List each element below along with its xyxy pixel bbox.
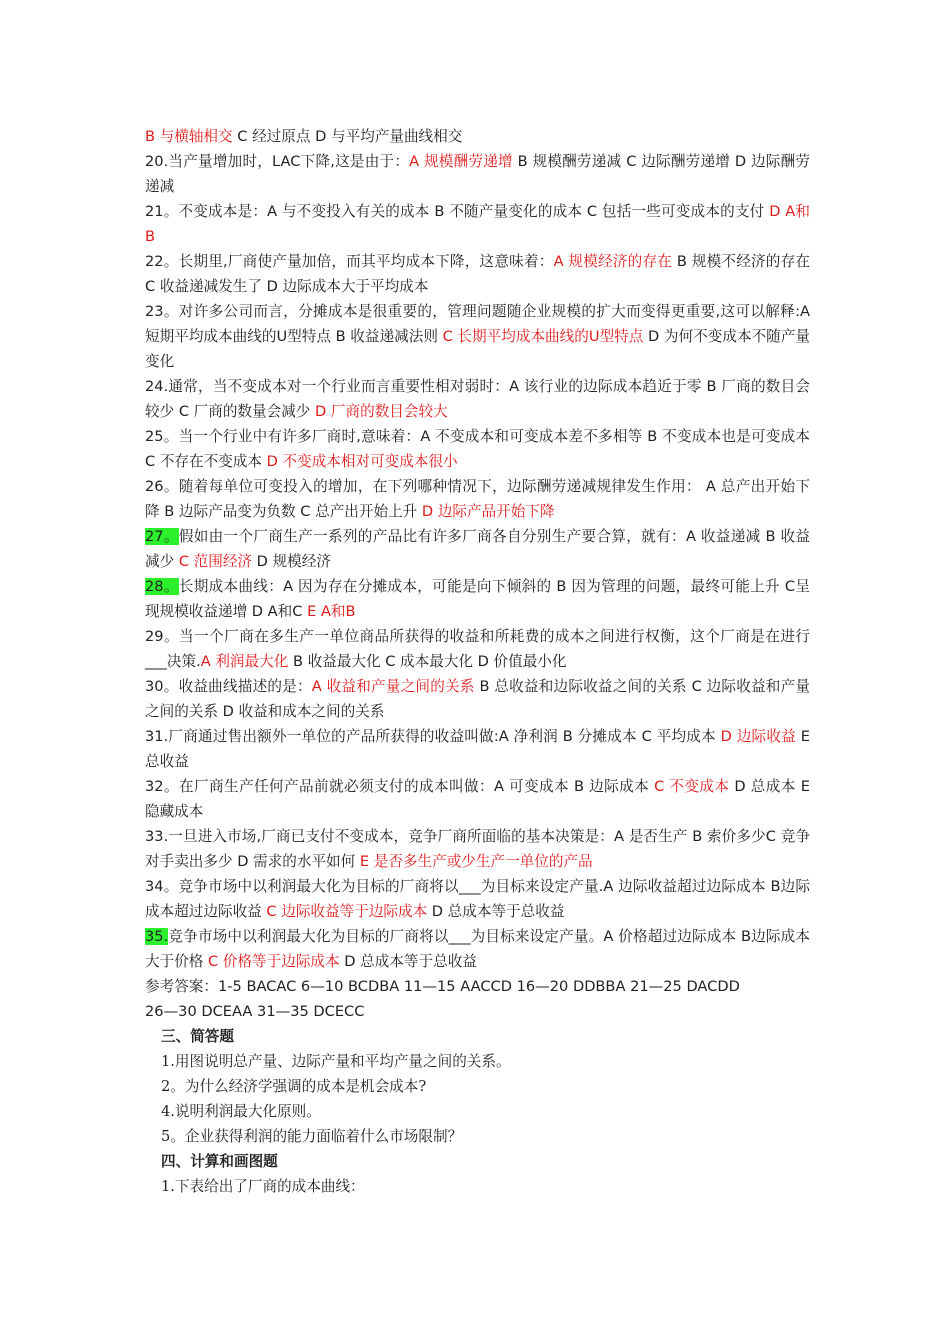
short-answer-item: 2。为什么经济学强调的成本是机会成本? [161,1078,427,1095]
question-number-highlight: 28。 [145,578,179,595]
answer-highlight: C 不变成本 [654,778,730,795]
question-30: 30。收益曲线描述的是：A 收益和产量之间的关系 B 总收益和边际收益之间的关系 C 边际收益和产量之间的关系 D 收益和成本之间的关系 [145,678,811,720]
answer-highlight: D 不变成本相对可变成本很小 [266,453,458,470]
section-title-short-answer: 三、简答题 [161,1028,234,1045]
answer-key-line-2: 26—30 DCEAA 31—35 DCECC [145,1003,365,1020]
question-31: 31.厂商通过售出额外一单位的产品所获得的收益叫做:A 净利润 B 分摊成本 C 平均成本 D 边际收益 E 总收益 [145,728,810,770]
question-35: 35.竞争市场中以利润最大化为目标的厂商将以___为目标来设定产量。A 价格超过边际成本 B边际成本大于价格 C 价格等于边际成本 D 总成本等于总收益 [145,928,810,970]
question-number-highlight: 35. [145,928,169,945]
answer-highlight: C 范围经济 [178,553,253,570]
short-answer-item: 5。企业获得利润的能力面临着什么市场限制？ [161,1128,463,1145]
question-19-tail: B 与横轴相交 C 经过原点 D 与平均产量曲线相交 [145,128,463,145]
answer-highlight: D 厂商的数目会较大 [315,403,448,420]
question-33: 33.一旦进入市场,厂商已支付不变成本，竞争厂商所面临的基本决策是：A 是否生产 B 索价多少C 竞争对手卖出多少 D 需求的水平如何 E 是否多生产或少生产一单位的产品 [145,828,810,870]
answer-highlight: D A和B [145,203,810,245]
question-21: 21。不变成本是：A 与不变投入有关的成本 B 不随产量变化的成本 C 包括一些可变成本的支付 D A和B [145,203,810,245]
question-22: 22。长期里,厂商使产量加倍，而其平均成本下降，这意味着：A 规模经济的存在 B 规模不经济的存在 C 收益递减发生了 D 边际成本大于平均成本 [145,253,811,295]
question-32: 32。在厂商生产任何产品前就必须支付的成本叫做：A 可变成本 B 边际成本 C 不变成本 D 总成本 E 隐藏成本 [145,778,810,820]
answer-highlight: E 是否多生产或少生产一单位的产品 [359,853,593,870]
answer-highlight: C 边际收益等于边际成本 [266,903,428,920]
question-20: 20.当产量增加时，LAC下降,这是由于：A 规模酬劳递增 B 规模酬劳递减 C 边际酬劳递增 D 边际酬劳递减 [145,153,811,195]
question-28: 28。长期成本曲线：A 因为存在分摊成本，可能是向下倾斜的 B 因为管理的问题，最终可能上升 C呈现规模收益递增 D A和C E A和B [145,578,811,620]
answer-highlight: A 规模经济的存在 [553,253,673,270]
question-25: 25。当一个行业中有许多厂商时,意味着：A 不变成本和可变成本差不多相等 B 不变成本也是可变成本 C 不存在不变成本 D 不变成本相对可变成本很小 [145,428,810,470]
question-24: 24.通常，当不变成本对一个行业而言重要性相对弱时：A 该行业的边际成本趋近于零 B 厂商的数目会较少 C 厂商的数量会减少 D 厂商的数目会较大 [145,378,810,420]
document-page [145,124,810,1199]
answer-highlight: D 边际产品开始下降 [421,503,555,520]
answer-highlight: C 价格等于边际成本 [208,953,340,970]
short-answer-item: 4.说明利润最大化原则。 [161,1103,321,1120]
answer-highlight: A 规模酬劳递增 [409,153,513,170]
short-answer-item: 1.用图说明总产量、边际产量和平均产量之间的关系。 [161,1053,511,1070]
answer-highlight: B 与横轴相交 [145,128,233,145]
question-number-highlight: 27。 [145,528,179,545]
answer-highlight: A 利润最大化 [200,653,289,670]
question-27: 27。假如由一个厂商生产一系列的产品比有许多厂商各自分别生产要合算，就有：A 收益递减 B 收益减少 C 范围经济 D 规模经济 [145,528,810,570]
question-26: 26。随着每单位可变投入的增加，在下列哪种情况下，边际酬劳递减规律发生作用： A 总产出开始下降 B 边际产品变为负数 C 总产出开始上升 D 边际产品开始下降 [145,478,810,520]
answer-key-line-1: 参考答案：1-5 BACAC 6—10 BCDBA 11—15 AACCD 16—20 DDBBA 21—25 DACDD [145,978,740,995]
question-23: 23。对许多公司而言，分摊成本是很重要的，管理问题随企业规模的扩大而变得更重要,这可以解释:A短期平均成本曲线的U型特点 B 收益递减法则 C 长期平均成本曲线的U型特点 D 为何不变成本不随产量变化 [145,303,810,370]
answer-highlight: D 边际收益 [720,728,796,745]
question-34: 34。竞争市场中以利润最大化为目标的厂商将以___为目标来设定产量.A 边际收益超过边际成本 B边际成本超过边际收益 C 边际收益等于边际成本 D 总成本等于总收益 [145,878,810,920]
calculation-item: 1.下表给出了厂商的成本曲线： [161,1178,365,1195]
question-29: 29。当一个厂商在多生产一单位商品所获得的收益和所耗费的成本之间进行权衡，这个厂商是在进行___决策.A 利润最大化 B 收益最大化 C 成本最大化 D 价值最小化 [145,628,810,670]
answer-highlight: A 收益和产量之间的关系 [311,678,475,695]
section-title-calculation: 四、计算和画图题 [161,1153,278,1170]
answer-highlight: E A和B [307,603,356,620]
answer-highlight: C 长期平均成本曲线的U型特点 [442,328,644,345]
